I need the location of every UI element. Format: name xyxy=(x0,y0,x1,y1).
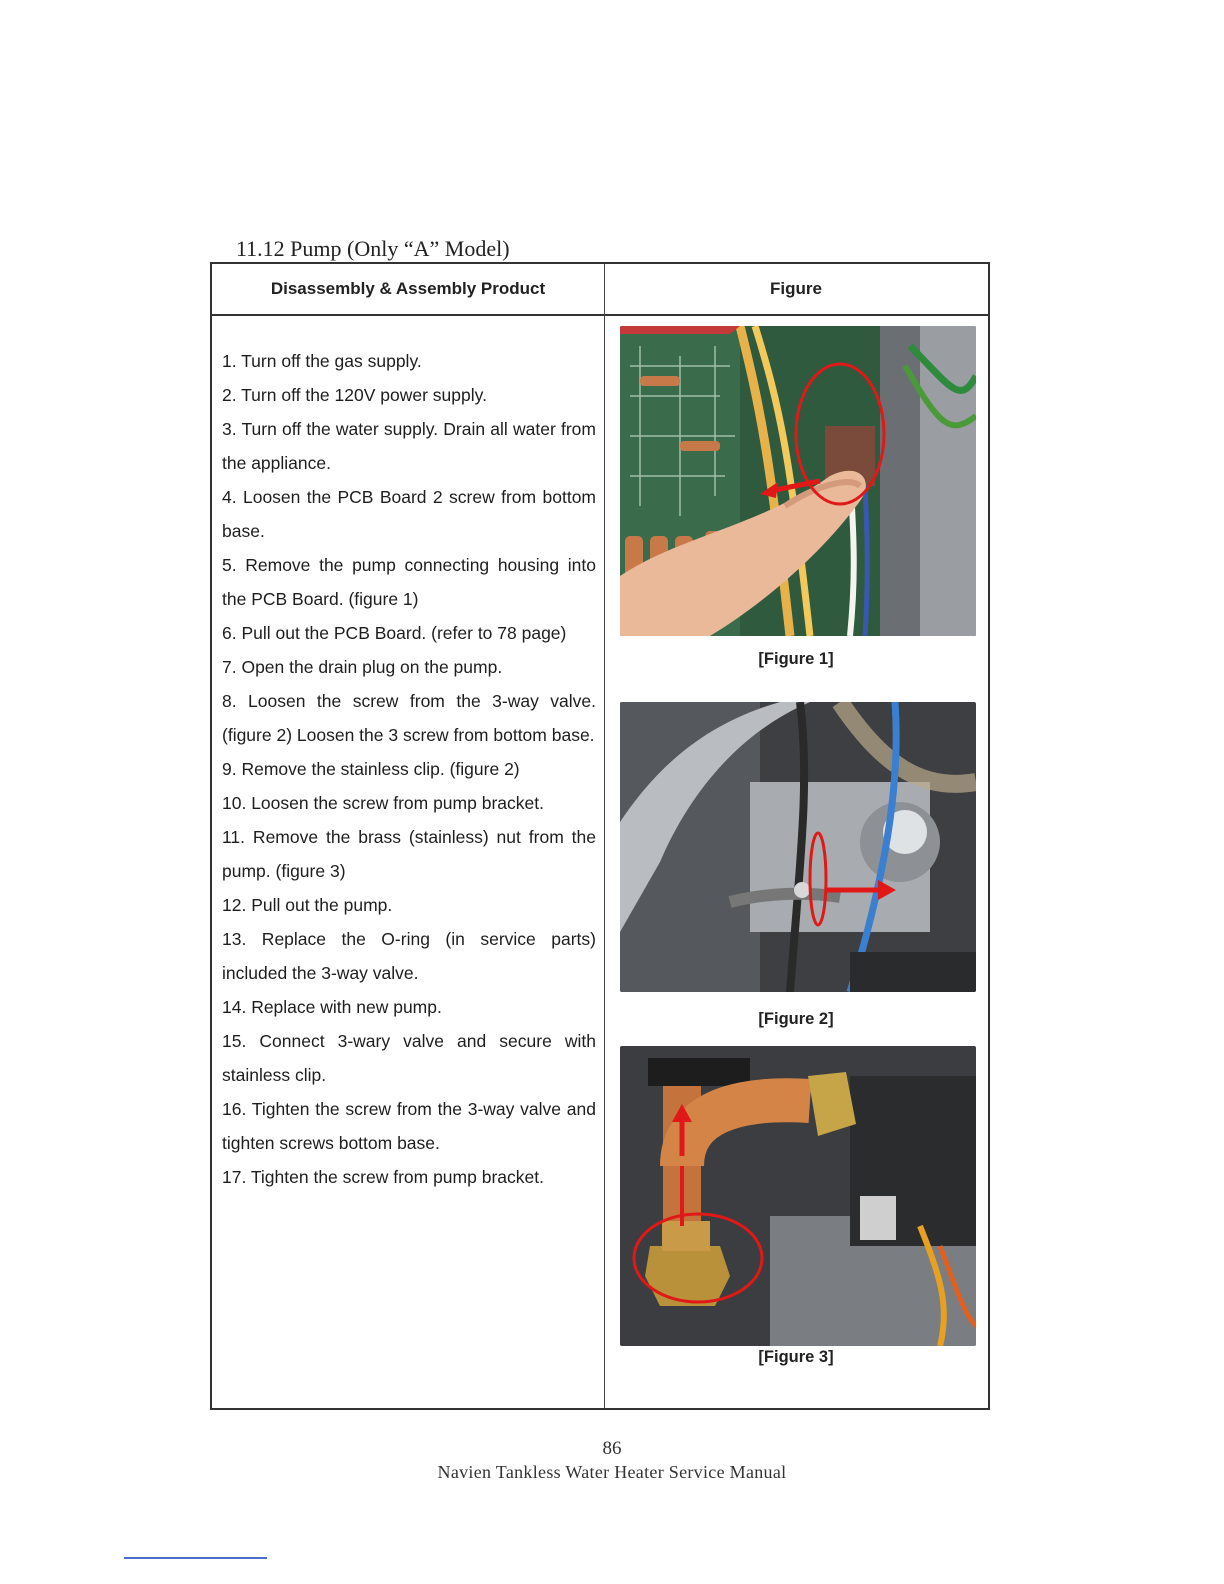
step-item: 1. Turn off the gas supply. xyxy=(222,351,422,371)
step-item: 13. Replace the O-ring (in service parts) included the 3-way valve. xyxy=(222,929,596,983)
step-item: 5. Remove the pump connecting housing into the PCB Board. (figure 1) xyxy=(222,555,596,609)
step-item: 16. Tighten the screw from the 3-way valve and tighten screws bottom base. xyxy=(222,1099,596,1153)
step-item: 2. Turn off the 120V power supply. xyxy=(222,385,487,405)
footer-title: Navien Tankless Water Heater Service Manual xyxy=(437,1462,787,1482)
figure-1-photo xyxy=(620,326,976,636)
procedure-table xyxy=(210,262,990,1410)
header-row xyxy=(212,264,988,316)
steps-list xyxy=(222,344,596,1194)
step-item: 15. Connect 3-wary valve and secure with stainless clip. xyxy=(222,1031,596,1085)
step-item: 8. Loosen the screw from the 3-way valve. (figure 2) Loosen the 3 screw from bottom base. xyxy=(222,691,596,745)
figure-2-caption: [Figure 2] xyxy=(758,1010,834,1028)
step-item: 3. Turn off the water supply. Drain all water from the appliance. xyxy=(222,419,596,473)
step-item: 12. Pull out the pump. xyxy=(222,895,393,915)
step-item: 14. Replace with new pump. xyxy=(222,997,442,1017)
figure-3-caption: [Figure 3] xyxy=(758,1348,834,1366)
figure-2-photo xyxy=(620,702,976,992)
step-item: 4. Loosen the PCB Board 2 screw from bottom base. xyxy=(222,487,596,541)
step-item: 7. Open the drain plug on the pump. xyxy=(222,657,503,677)
step-item: 10. Loosen the screw from pump bracket. xyxy=(222,793,544,813)
step-item: 11. Remove the brass (stainless) nut from the pump. (figure 3) xyxy=(222,827,596,881)
step-item: 17. Tighten the screw from pump bracket. xyxy=(222,1167,544,1187)
step-item: 9. Remove the stainless clip. (figure 2) xyxy=(222,759,520,779)
header-disassembly: Disassembly & Assembly Product xyxy=(270,279,546,298)
section-title: 11.12 Pump (Only “A” Model) xyxy=(236,236,510,261)
figure-3-photo xyxy=(620,1046,976,1346)
bottom-divider xyxy=(124,1557,267,1559)
header-figure: Figure xyxy=(770,279,822,298)
step-item: 6. Pull out the PCB Board. (refer to 78 page) xyxy=(222,623,567,643)
column-divider xyxy=(604,264,605,1408)
page-number: 86 xyxy=(602,1438,622,1459)
figure-1-caption: [Figure 1] xyxy=(758,650,834,668)
